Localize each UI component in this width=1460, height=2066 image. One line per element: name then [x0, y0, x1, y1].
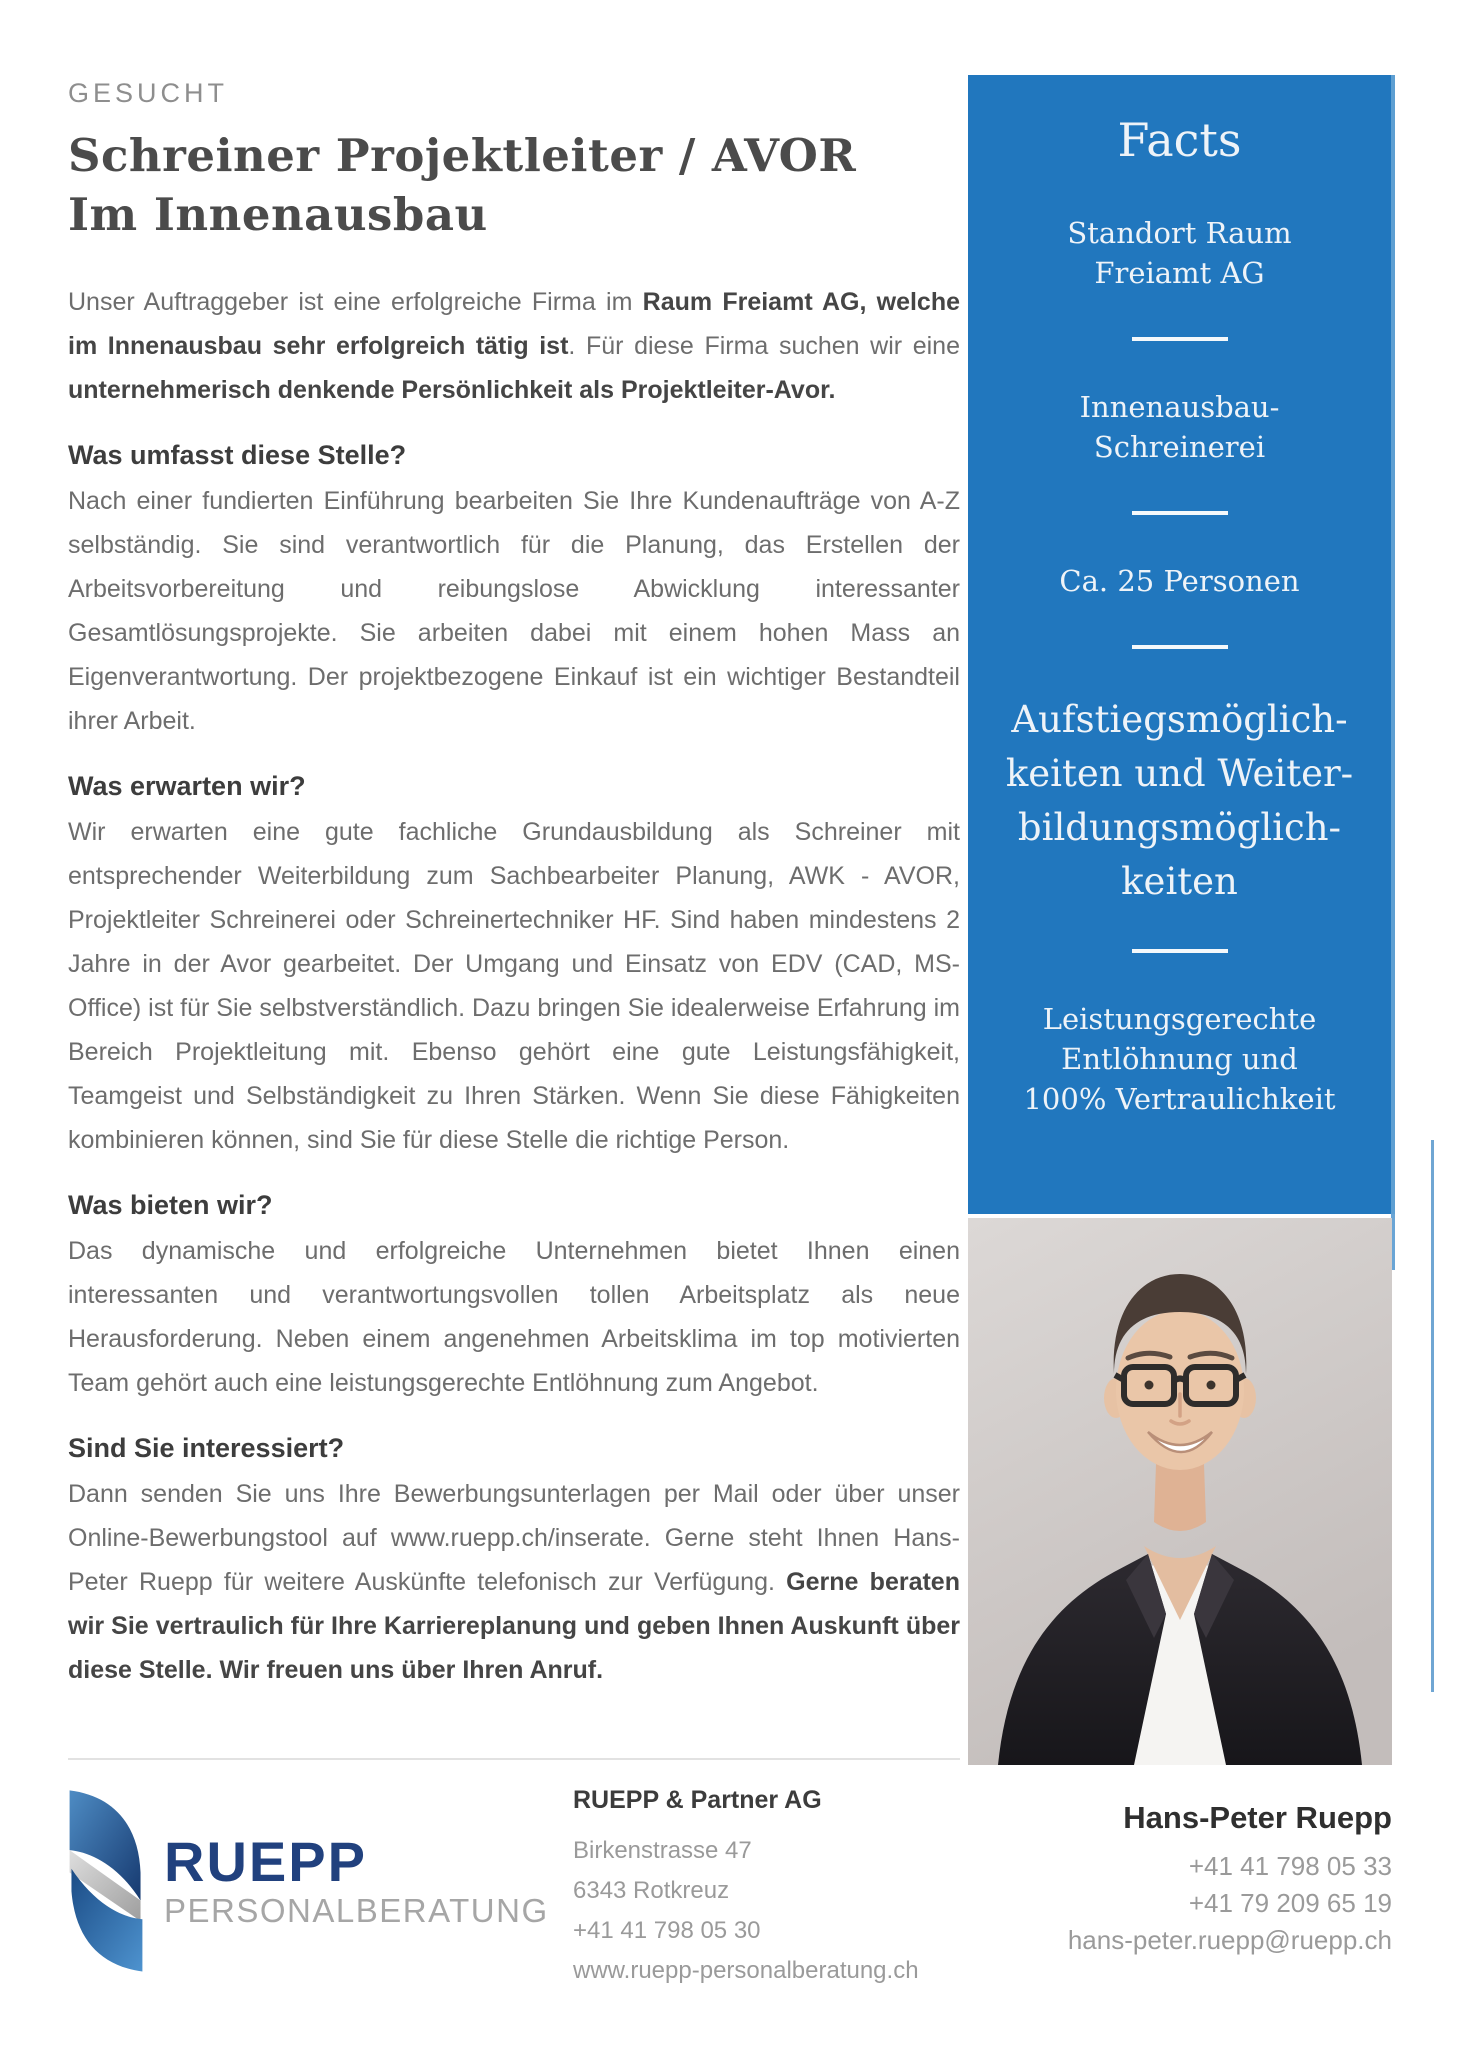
- logo-word-personalberatung: PERSONALBERATUNG: [164, 1891, 549, 1929]
- fact-line: Standort Raum: [1067, 216, 1292, 250]
- page-edge-rule: [1431, 1140, 1434, 1692]
- eye-left: [1145, 1381, 1154, 1390]
- section-body: Wir erwarten eine gute fachliche Grundausbildung als Schreiner mit entsprechender Weiterbildung zum Sachbearbeiter Planung, AWK - AVOR, Projektleiter Schreinerei oder Schreinertechniker HF. Sind haben mindestens 2 Jahre in der Avor gearbeitet. Der Umgang und Einsatz von EDV (CAD, MS-Office) ist für Sie selbstverständlich. Dazu bringen Sie idealerweise Erfahrung im Bereich Projektleitung mit. Ebenso gehört eine gute Leistungsfähigkeit, Teamgeist und Selbständigkeit zu Ihren Stärken. Wenn Sie diese Fähigkeiten kombinieren können, sind Sie für diese Stelle die richtige Person.: [68, 818, 960, 1154]
- company-city: 6343 Rotkreuz: [573, 1877, 730, 1904]
- section-heading: Was umfasst diese Stelle?: [68, 440, 407, 470]
- intro-text: Unser Auftraggeber ist eine erfolgreiche Firma im: [68, 288, 643, 316]
- fact-divider: [1132, 645, 1228, 649]
- fact-line: Entlöhnung und: [1061, 1042, 1298, 1076]
- section-body: Nach einer fundierten Einführung bearbeiten Sie Ihre Kundenaufträge von A-Z selbständig. Sie sind verantwortlich für die Planung, das Erstellen der Arbeitsvorbereitung und reibungslose Abwicklung interessanter Gesamtlösungsprojekte. Sie arbeiten dabei mit einem hohen Mass an Eigenverantwortung. Der projektbezogene Einkauf ist ein wichtiger Bestandteil ihrer Arbeit.: [68, 487, 960, 735]
- intro-bold-text: unternehmerisch denkende Persönlichkeit als Projektleiter-Avor.: [68, 376, 836, 404]
- contact-email-link[interactable]: hans-peter.ruepp@ruepp.ch: [1067, 1925, 1392, 1955]
- facts-title: Facts: [1117, 113, 1242, 167]
- fact-line: Leistungsgerechte: [1042, 1002, 1317, 1036]
- fact-line: bildungsmöglich-: [1017, 806, 1342, 849]
- neck: [1154, 1464, 1206, 1531]
- contact-phone-office: +41 41 798 05 33: [1188, 1851, 1392, 1881]
- fact-line: Innenausbau-: [1079, 390, 1280, 424]
- contact-name: Hans-Peter Ruepp: [1123, 1800, 1392, 1835]
- inserate-link[interactable]: www.ruepp.ch/inserate: [390, 1524, 644, 1552]
- main-column: [68, 78, 960, 1692]
- company-street: Birkenstrasse 47: [573, 1837, 752, 1864]
- fact-industry: [968, 387, 1391, 467]
- fact-line: 100% Vertraulichkeit: [1023, 1082, 1336, 1116]
- fact-salary: [968, 999, 1391, 1119]
- fact-line: keiten: [1121, 860, 1238, 903]
- fact-line: keiten und Weiter-: [1005, 752, 1354, 795]
- section-bold-text: Gerne beraten wir Sie vertraulich für Ihre Karriereplanung und geben Ihnen Auskunft über diese Stelle. Wir freuen uns über Ihren Anruf.: [68, 1568, 960, 1684]
- logo-word-ruepp: RUEPP: [164, 1829, 367, 1893]
- job-title-line-2: Im Innenausbau: [68, 187, 488, 241]
- fact-line: Aufstiegsmöglich-: [1011, 698, 1348, 741]
- fact-divider: [1132, 949, 1228, 953]
- section-interested: [68, 1433, 960, 1692]
- portrait-photo: [968, 1218, 1392, 1765]
- intro-paragraph: [68, 280, 960, 412]
- intro-text: . Für diese Firma suchen wir eine: [568, 332, 960, 360]
- fact-career: [968, 693, 1391, 909]
- company-name: RUEPP & Partner AG: [573, 1786, 822, 1814]
- section-body: Das dynamische und erfolgreiche Unternehmen bietet Ihnen einen interessanten und verantwortungsvollen tollen Arbeitsplatz als neue Herausforderung. Neben einem angenehmen Arbeitsklima im top motivierten Team gehört auch eine leistungsgerechte Entlöhnung zum Angebot.: [68, 1237, 960, 1397]
- contact-block: [1068, 1800, 1392, 1959]
- facts-panel: [968, 75, 1395, 1214]
- section-body: [68, 1472, 960, 1692]
- company-website-link[interactable]: www.ruepp-personalberatung.ch: [573, 1957, 919, 1984]
- fact-line: Schreinerei: [1093, 430, 1266, 464]
- page-kicker: GESUCHT: [68, 78, 229, 108]
- section-role: [68, 440, 960, 743]
- fact-headcount: [968, 561, 1391, 601]
- fact-line: Ca. 25 Personen: [1059, 564, 1300, 598]
- company-phone: +41 41 798 05 30: [573, 1917, 761, 1944]
- section-offer: [68, 1190, 960, 1405]
- company-address-block: [573, 1786, 973, 1991]
- intro-bold-text: Raum Freiamt AG, welche im Innenausbau sehr erfolgreich tätig ist: [68, 288, 960, 360]
- logo-wordmark: [164, 1829, 549, 1929]
- fact-line: Freiamt AG: [1094, 256, 1265, 290]
- section-text: . Gerne steht Ihnen Hans-Peter Ruepp für weitere Auskünfte telefonisch zur Verfügung.: [68, 1524, 960, 1596]
- portrait-photo-art: [968, 1218, 1392, 1765]
- fact-divider: [1132, 337, 1228, 341]
- section-expectations: [68, 771, 960, 1162]
- fact-divider: [1132, 511, 1228, 515]
- contact-phone-mobile: +41 79 209 65 19: [1188, 1888, 1392, 1918]
- section-text: Dann senden Sie uns Ihre Bewerbungsunterlagen per Mail oder über unser Online-Bewerbungstool auf: [68, 1480, 960, 1552]
- footer-divider: [68, 1758, 960, 1760]
- ruepp-logo-icon: [64, 1782, 148, 1978]
- section-heading: Was bieten wir?: [68, 1190, 273, 1220]
- job-title: [68, 127, 960, 244]
- section-heading: Was erwarten wir?: [68, 771, 306, 801]
- fact-location: [968, 213, 1391, 293]
- section-heading: Sind Sie interessiert?: [68, 1433, 345, 1463]
- eye-right: [1207, 1381, 1216, 1390]
- job-title-line-1: Schreiner Projektleiter / AVOR: [68, 129, 857, 182]
- company-logo: [64, 1782, 549, 1978]
